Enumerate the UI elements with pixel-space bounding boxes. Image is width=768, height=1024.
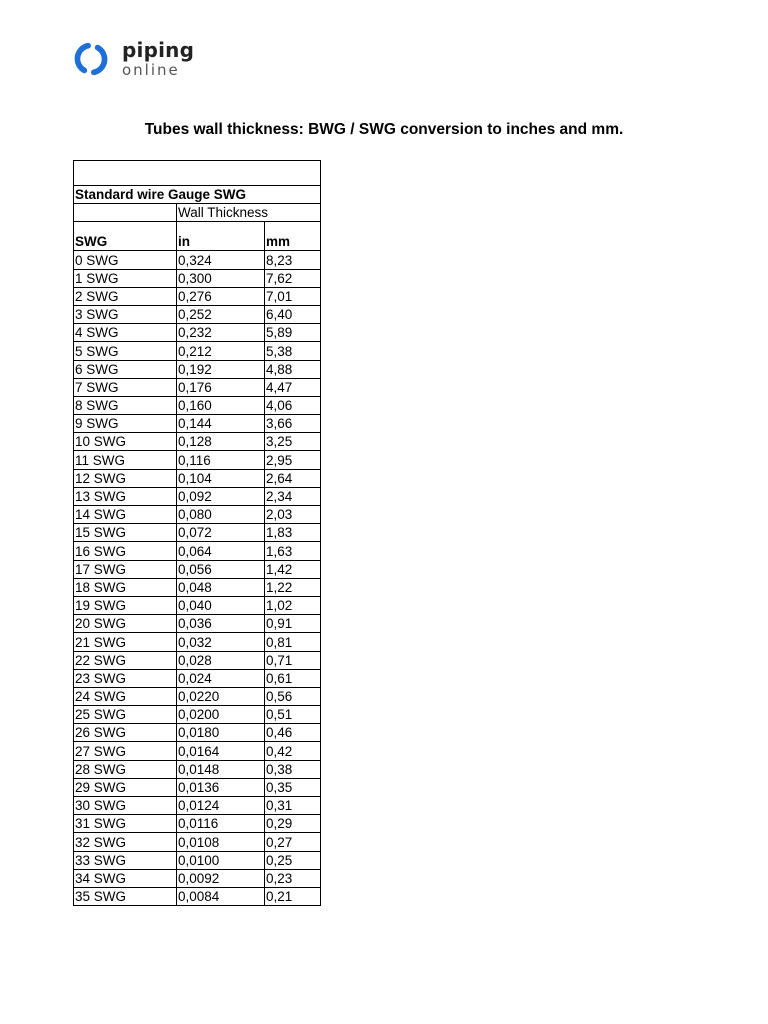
column-header-swg: SWG xyxy=(74,222,177,251)
column-header-mm: mm xyxy=(265,222,321,251)
cell-swg: 23 SWG xyxy=(74,669,177,687)
cell-in: 0,072 xyxy=(177,524,265,542)
cell-in: 0,252 xyxy=(177,305,265,323)
cell-in: 0,048 xyxy=(177,578,265,596)
cell-mm: 0,71 xyxy=(265,651,321,669)
cell-in: 0,104 xyxy=(177,469,265,487)
cell-swg: 28 SWG xyxy=(74,760,177,778)
cell-swg: 18 SWG xyxy=(74,578,177,596)
logo[interactable] xyxy=(72,40,194,78)
cell-swg: 34 SWG xyxy=(74,869,177,887)
table-row xyxy=(74,596,321,614)
cell-mm: 0,56 xyxy=(265,687,321,705)
cell-in: 0,056 xyxy=(177,560,265,578)
table-gap-row xyxy=(74,222,321,251)
cell-in: 0,032 xyxy=(177,633,265,651)
table-row xyxy=(74,669,321,687)
cell-mm: 5,38 xyxy=(265,342,321,360)
cell-mm: 8,23 xyxy=(265,251,321,269)
table-row xyxy=(74,251,321,269)
cell-swg: 5 SWG xyxy=(74,342,177,360)
cell-in: 0,0164 xyxy=(177,742,265,760)
cell-swg: 4 SWG xyxy=(74,324,177,342)
cell-swg: 17 SWG xyxy=(74,560,177,578)
cell-mm: 3,25 xyxy=(265,433,321,451)
cell-in: 0,192 xyxy=(177,360,265,378)
cell-in: 0,092 xyxy=(177,487,265,505)
cell-in: 0,0108 xyxy=(177,833,265,851)
cell-in: 0,0200 xyxy=(177,706,265,724)
cell-in: 0,276 xyxy=(177,287,265,305)
group-header-spacer xyxy=(74,204,177,222)
table-row xyxy=(74,524,321,542)
table-row xyxy=(74,778,321,796)
cell-in: 0,028 xyxy=(177,651,265,669)
table-row xyxy=(74,687,321,705)
cell-in: 0,232 xyxy=(177,324,265,342)
table-caption-row xyxy=(74,186,321,204)
cell-mm: 0,21 xyxy=(265,887,321,905)
cell-in: 0,324 xyxy=(177,251,265,269)
table-row xyxy=(74,815,321,833)
cell-swg: 7 SWG xyxy=(74,378,177,396)
cell-swg: 24 SWG xyxy=(74,687,177,705)
logo-word-online: online xyxy=(122,61,180,79)
table-top-cell xyxy=(74,161,321,186)
cell-swg: 35 SWG xyxy=(74,887,177,905)
table-row xyxy=(74,887,321,905)
cell-swg: 33 SWG xyxy=(74,851,177,869)
cell-swg: 25 SWG xyxy=(74,706,177,724)
cell-swg: 0 SWG xyxy=(74,251,177,269)
cell-mm: 0,42 xyxy=(265,742,321,760)
table-row xyxy=(74,578,321,596)
table-row xyxy=(74,706,321,724)
table-row xyxy=(74,724,321,742)
table-row xyxy=(74,542,321,560)
cell-in: 0,0084 xyxy=(177,887,265,905)
cell-swg: 30 SWG xyxy=(74,797,177,815)
cell-mm: 0,61 xyxy=(265,669,321,687)
cell-mm: 0,25 xyxy=(265,851,321,869)
cell-swg: 29 SWG xyxy=(74,778,177,796)
cell-mm: 4,47 xyxy=(265,378,321,396)
table-row xyxy=(74,433,321,451)
cell-mm: 4,06 xyxy=(265,396,321,414)
table-row xyxy=(74,342,321,360)
table-row xyxy=(74,360,321,378)
logo-text xyxy=(122,40,194,78)
cell-mm: 1,42 xyxy=(265,560,321,578)
table-row xyxy=(74,287,321,305)
group-header-wall-thickness: Wall Thickness xyxy=(177,204,321,222)
cell-in: 0,116 xyxy=(177,451,265,469)
cell-in: 0,144 xyxy=(177,415,265,433)
cell-in: 0,0100 xyxy=(177,851,265,869)
table-row xyxy=(74,760,321,778)
cell-swg: 19 SWG xyxy=(74,596,177,614)
cell-swg: 22 SWG xyxy=(74,651,177,669)
table-row xyxy=(74,833,321,851)
cell-swg: 3 SWG xyxy=(74,305,177,323)
cell-mm: 2,64 xyxy=(265,469,321,487)
page-title: Tubes wall thickness: BWG / SWG conversion to inches and mm. xyxy=(144,121,624,138)
cell-mm: 1,22 xyxy=(265,578,321,596)
column-header-in: in xyxy=(177,222,265,251)
cell-swg: 14 SWG xyxy=(74,506,177,524)
cell-mm: 0,91 xyxy=(265,615,321,633)
cell-swg: 21 SWG xyxy=(74,633,177,651)
cell-in: 0,040 xyxy=(177,596,265,614)
cell-swg: 26 SWG xyxy=(74,724,177,742)
table-row xyxy=(74,451,321,469)
cell-in: 0,176 xyxy=(177,378,265,396)
cell-swg: 11 SWG xyxy=(74,451,177,469)
cell-swg: 15 SWG xyxy=(74,524,177,542)
cell-in: 0,036 xyxy=(177,615,265,633)
cell-mm: 7,62 xyxy=(265,269,321,287)
cell-mm: 2,34 xyxy=(265,487,321,505)
cell-in: 0,300 xyxy=(177,269,265,287)
cell-swg: 31 SWG xyxy=(74,815,177,833)
cell-swg: 6 SWG xyxy=(74,360,177,378)
cell-mm: 0,35 xyxy=(265,778,321,796)
cell-in: 0,0136 xyxy=(177,778,265,796)
cell-in: 0,0092 xyxy=(177,869,265,887)
cell-swg: 20 SWG xyxy=(74,615,177,633)
cell-swg: 13 SWG xyxy=(74,487,177,505)
cell-swg: 8 SWG xyxy=(74,396,177,414)
cell-mm: 1,63 xyxy=(265,542,321,560)
cell-mm: 4,88 xyxy=(265,360,321,378)
logo-word-piping: piping xyxy=(122,38,195,62)
table-group-header-row xyxy=(74,204,321,222)
cell-swg: 27 SWG xyxy=(74,742,177,760)
piping-online-logo-icon xyxy=(72,40,110,78)
cell-in: 0,0180 xyxy=(177,724,265,742)
table-row xyxy=(74,396,321,414)
cell-swg: 1 SWG xyxy=(74,269,177,287)
cell-mm: 0,46 xyxy=(265,724,321,742)
cell-in: 0,0124 xyxy=(177,797,265,815)
table-row xyxy=(74,324,321,342)
table-row xyxy=(74,469,321,487)
swg-table xyxy=(73,160,321,906)
cell-in: 0,024 xyxy=(177,669,265,687)
table-row xyxy=(74,305,321,323)
table-top-row xyxy=(74,161,321,186)
cell-mm: 0,31 xyxy=(265,797,321,815)
table-row xyxy=(74,651,321,669)
table-row xyxy=(74,487,321,505)
cell-in: 0,212 xyxy=(177,342,265,360)
cell-mm: 1,02 xyxy=(265,596,321,614)
cell-swg: 2 SWG xyxy=(74,287,177,305)
cell-in: 0,0220 xyxy=(177,687,265,705)
cell-in: 0,0116 xyxy=(177,815,265,833)
cell-mm: 7,01 xyxy=(265,287,321,305)
cell-mm: 2,95 xyxy=(265,451,321,469)
cell-mm: 0,29 xyxy=(265,815,321,833)
table-row xyxy=(74,797,321,815)
cell-swg: 32 SWG xyxy=(74,833,177,851)
cell-in: 0,080 xyxy=(177,506,265,524)
cell-in: 0,064 xyxy=(177,542,265,560)
cell-in: 0,0148 xyxy=(177,760,265,778)
table-row xyxy=(74,633,321,651)
table-caption: Standard wire Gauge SWG xyxy=(74,186,321,204)
cell-in: 0,128 xyxy=(177,433,265,451)
cell-swg: 9 SWG xyxy=(74,415,177,433)
table-row xyxy=(74,415,321,433)
cell-mm: 5,89 xyxy=(265,324,321,342)
table-row xyxy=(74,851,321,869)
cell-mm: 0,81 xyxy=(265,633,321,651)
table-row xyxy=(74,269,321,287)
cell-mm: 3,66 xyxy=(265,415,321,433)
table-row xyxy=(74,506,321,524)
table-row xyxy=(74,378,321,396)
cell-mm: 0,51 xyxy=(265,706,321,724)
cell-swg: 12 SWG xyxy=(74,469,177,487)
cell-mm: 0,38 xyxy=(265,760,321,778)
cell-mm: 1,83 xyxy=(265,524,321,542)
cell-swg: 16 SWG xyxy=(74,542,177,560)
cell-mm: 2,03 xyxy=(265,506,321,524)
table-row xyxy=(74,869,321,887)
table-row xyxy=(74,615,321,633)
cell-mm: 0,23 xyxy=(265,869,321,887)
cell-in: 0,160 xyxy=(177,396,265,414)
table-row xyxy=(74,560,321,578)
table-row xyxy=(74,742,321,760)
cell-mm: 6,40 xyxy=(265,305,321,323)
cell-mm: 0,27 xyxy=(265,833,321,851)
cell-swg: 10 SWG xyxy=(74,433,177,451)
